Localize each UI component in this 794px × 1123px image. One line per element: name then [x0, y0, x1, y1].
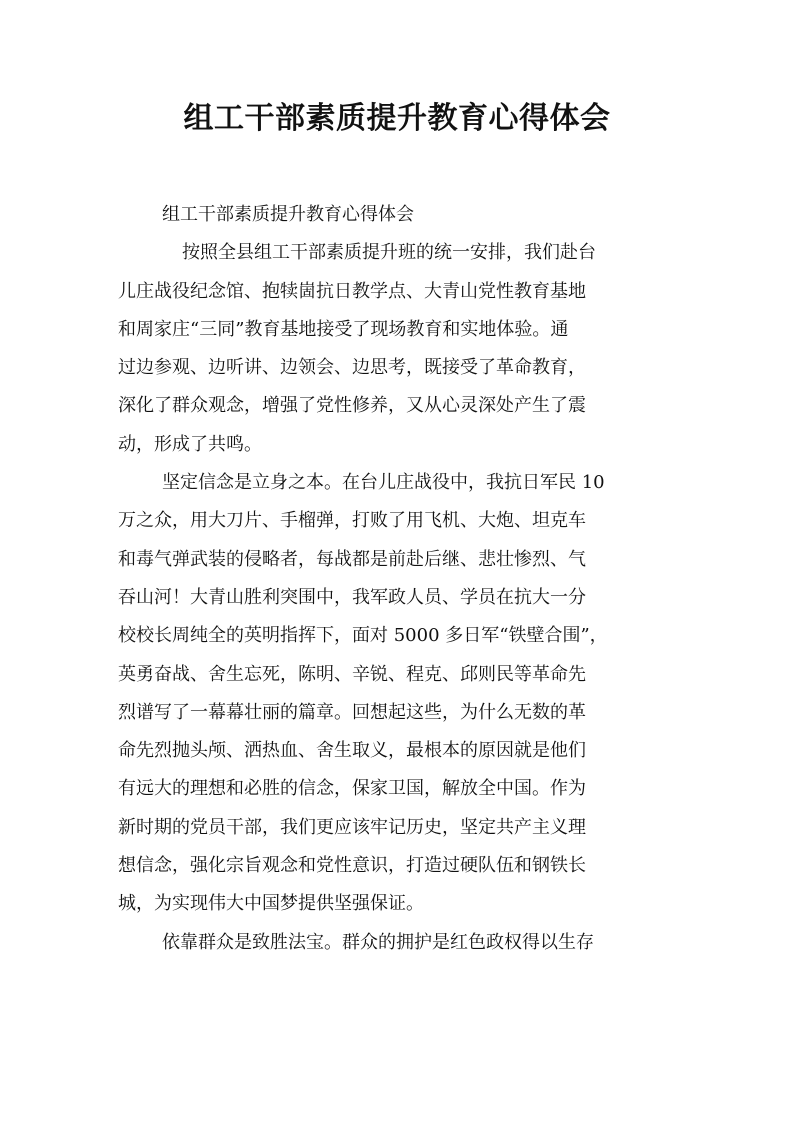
- document-title: 组工干部素质提升教育心得体会: [183, 101, 611, 136]
- paragraph-line: 新时期的党员干部，我们更应该牢记历史，坚定共产主义理: [118, 816, 586, 838]
- paragraph-line: 英勇奋战、舍生忘死，陈明、辛锐、程克、邱则民等革命先: [118, 663, 586, 685]
- document-body: [118, 196, 698, 962]
- paragraph-line: 和毒气弹武装的侵略者，每战都是前赴后继、悲壮惨烈、气: [118, 548, 586, 570]
- paragraph-line: 儿庄战役纪念馆、抱犊崮抗日教学点、大青山党性教育基地: [118, 280, 586, 302]
- paragraph-line: 烈谱写了一幕幕壮丽的篇章。回想起这些，为什么无数的革: [118, 701, 586, 723]
- paragraph-line: 有远大的理想和必胜的信念，保家卫国，解放全中国。作为: [118, 778, 586, 800]
- paragraph-line: 吞山河！大青山胜利突围中，我军政人员、学员在抗大一分: [118, 586, 586, 608]
- paragraph-line: 按照全县组工干部素质提升班的统一安排，我们赴台: [182, 242, 596, 264]
- paragraph-line: 想信念，强化宗旨观念和党性意识，打造过硬队伍和钢铁长: [118, 855, 586, 877]
- paragraph-line: 坚定信念是立身之本。在台儿庄战役中，我抗日军民 10: [162, 472, 605, 494]
- paragraph-line: 和周家庄“三同”教育基地接受了现场教育和实地体验。通: [118, 318, 569, 340]
- subtitle-line: 组工干部素质提升教育心得体会: [162, 204, 414, 225]
- paragraph-line: 校校长周纯全的英明指挥下，面对 5000 多日军“铁壁合围”，: [118, 625, 608, 647]
- paragraph-line: 深化了群众观念，增强了党性修养，又从心灵深处产生了震: [118, 395, 586, 417]
- paragraph-line: 命先烈抛头颅、洒热血、舍生取义，最根本的原因就是他们: [118, 740, 586, 762]
- paragraph-line: 依靠群众是致胜法宝。群众的拥护是红色政权得以生存: [162, 931, 594, 953]
- paragraph-line: 万之众，用大刀片、手榴弹，打败了用飞机、大炮、坦克车: [118, 510, 586, 532]
- paragraph-line: 动，形成了共鸣。: [118, 433, 262, 455]
- paragraph-line: 城，为实现伟大中国梦提供坚强保证。: [118, 893, 424, 915]
- paragraph-line: 过边参观、边听讲、边领会、边思考，既接受了革命教育，: [118, 357, 586, 379]
